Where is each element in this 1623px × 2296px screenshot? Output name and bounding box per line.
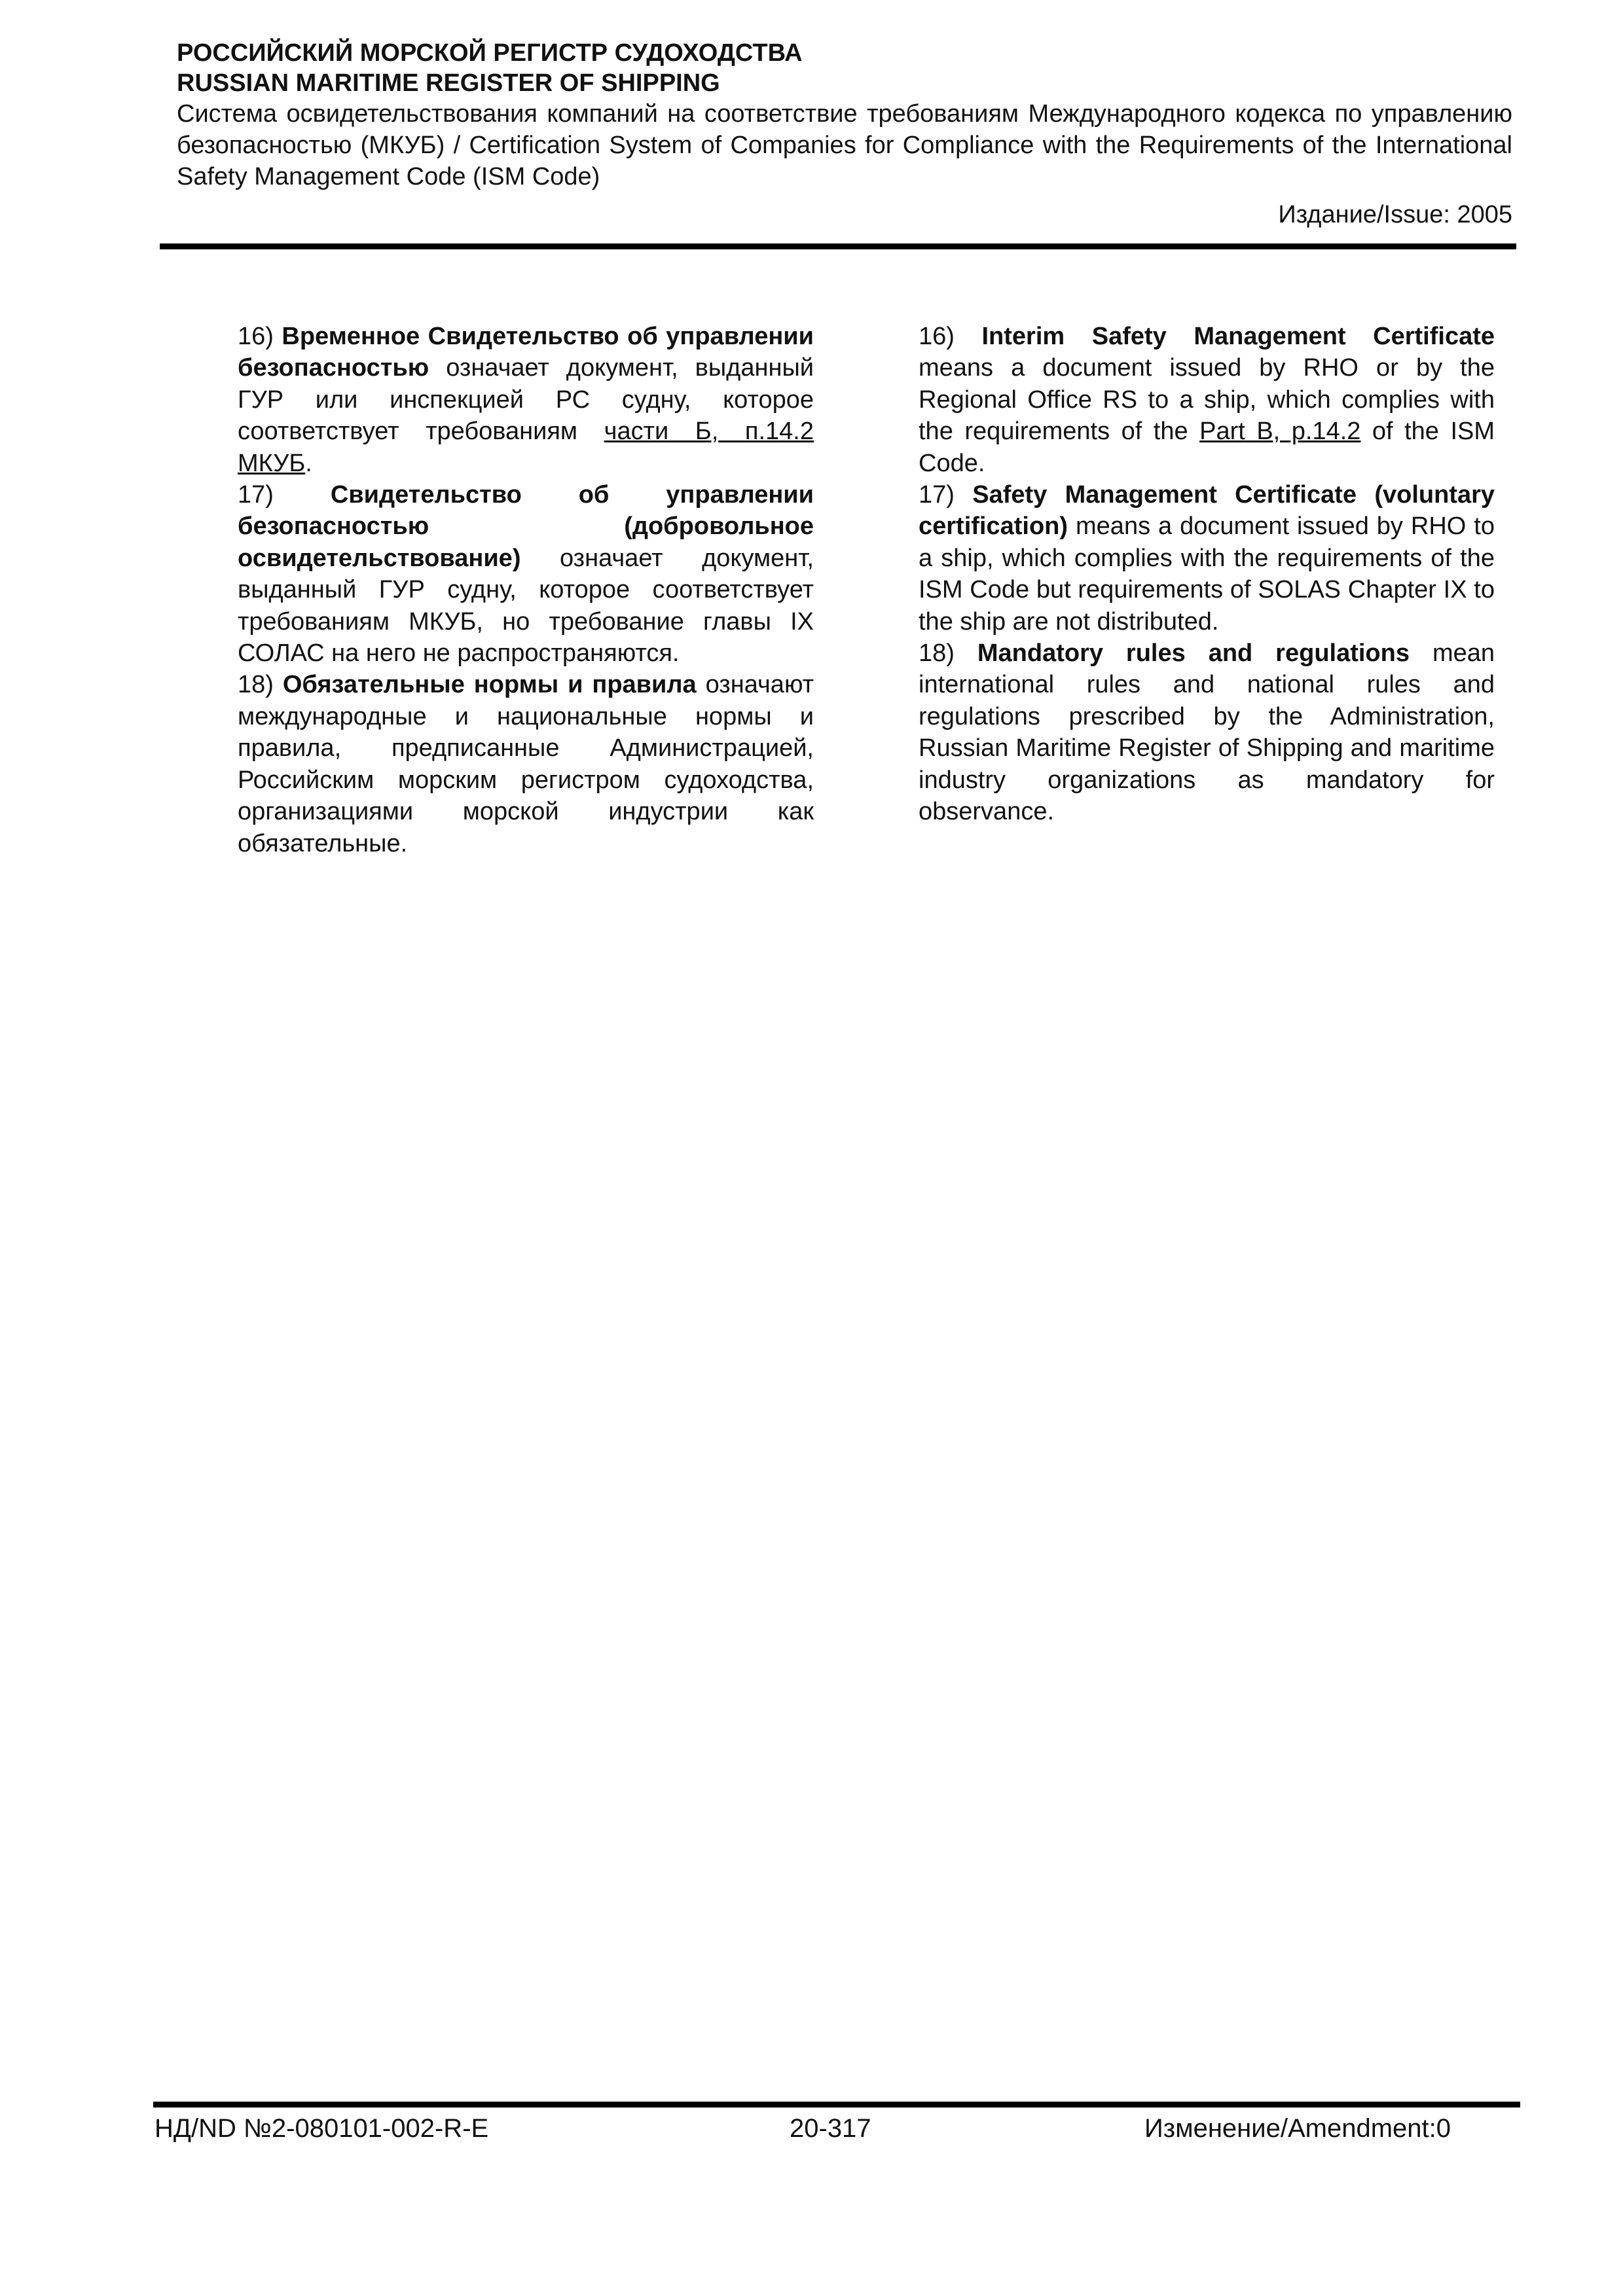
reference-link[interactable]: Part B, p.14.2 [1199, 418, 1361, 446]
defined-term: Interim Safety Management Certificate [981, 323, 1495, 350]
amendment-label: Изменение/Amendment:0 [1144, 2114, 1451, 2143]
item-number: 18) [919, 639, 955, 668]
organization-name-ru: РОССИЙСКИЙ МОРСКОЙ РЕГИСТР СУДОХОДСТВА [177, 39, 803, 67]
definition-item [238, 479, 814, 669]
defined-term: Временное Свидетельство об управлении безопасностью [238, 323, 814, 382]
russian-column [238, 321, 814, 859]
item-number: 18) [238, 671, 274, 699]
reference-link[interactable]: части Б, п.14.2 МКУБ [238, 418, 814, 477]
definition-item [919, 479, 1495, 637]
definition-tail: of the ISM Code. [919, 418, 1495, 477]
defined-term: Свидетельство об управлении безопасностью (добровольное освидетельствование) [238, 481, 814, 572]
item-number: 17) [919, 481, 955, 509]
page-header [177, 38, 1512, 230]
definition-item [238, 669, 814, 859]
definition-text: mean international rules and national rules and regulations prescribed by the Administration, Russian Maritime Register of Shipping and maritime industry organizations as mandatory for observance. [919, 639, 1495, 826]
definition-text: означает документ, выданный ГУР судну, которое соответствует требованиям МКУБ, но требование главы IX СОЛАС на него не распространяются. [238, 544, 814, 668]
organization-name-en: RUSSIAN MARITIME REGISTER OF SHIPPING [177, 69, 720, 97]
definition-tail: . [305, 449, 312, 477]
item-number: 16) [238, 323, 274, 350]
item-number: 17) [238, 481, 274, 509]
document-number: НД/ND №2-080101-002-R-E [155, 2114, 489, 2143]
defined-term: Обязательные нормы и правила [282, 671, 697, 699]
item-number: 16) [919, 323, 955, 350]
definition-text: означают международные и национальные нормы и правила, предписанные Администрацией, Российским морским регистром судоходства, организациями морской индустрии как обязательные. [238, 671, 814, 857]
certification-system-title: Система освидетельствования компаний на соответствие требованиям Международного кодекса по управлению безопасностью (МКУБ) / Certification System of Companies for Compliance with the Requirements of the International Safety Management Code (ISM Code) [177, 100, 1512, 190]
definition-text: means a document issued by RHO or by the Regional Office RS to a ship, which complies with the requirements of the [919, 354, 1495, 446]
header-divider [160, 243, 1516, 249]
definition-item [919, 321, 1495, 479]
footer-divider [153, 2102, 1520, 2108]
definition-text: означает документ, выданный ГУР или инспекцией РС судну, которое соответствует требованиям [238, 354, 814, 446]
issue-label: Издание/Issue: 2005 [1278, 201, 1512, 228]
english-column [919, 321, 1495, 828]
page-number: 20-317 [790, 2114, 871, 2143]
definition-item [238, 321, 814, 479]
definition-item [919, 637, 1495, 827]
defined-term: Safety Management Certificate (voluntary certification) [919, 481, 1495, 541]
defined-term: Mandatory rules and regulations [977, 639, 1410, 668]
definition-text: means a document issued by RHO to a ship, which complies with the requirements of the ISM Code but requirements of SOLAS Chapter IX to the ship are not distributed. [919, 512, 1495, 636]
